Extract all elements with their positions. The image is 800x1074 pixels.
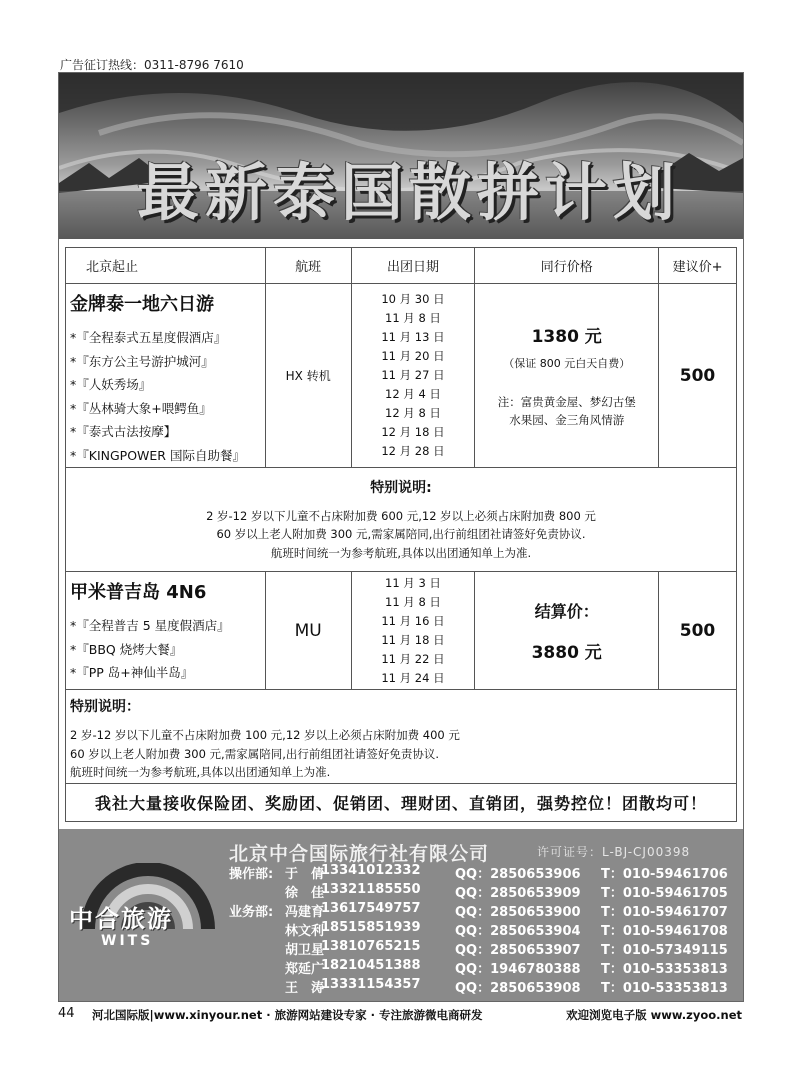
special2-title: 特别说明： <box>70 699 140 715</box>
contact-phone: 18210451388 <box>321 958 421 973</box>
contact-tel: T：010-59461706 <box>601 867 728 882</box>
tour2-info <box>66 572 266 690</box>
tour1-date: 11 月 20 日 <box>381 349 445 363</box>
ad-hotline: 广告征订热线：0311-8796 7610 <box>60 58 244 72</box>
special2-line: 航班时间统一为参考航班,具体以出团通知单上为准. <box>70 765 331 779</box>
contact-name: 徐 佳 <box>285 886 325 901</box>
banner <box>59 73 743 239</box>
special1-cell <box>66 468 737 572</box>
contact-qq: QQ：1946780388 <box>455 962 581 977</box>
contact-qq: QQ：2850653908 <box>455 981 581 996</box>
tour2-date: 11 月 3 日 <box>385 575 441 590</box>
tour2-price-label: 结算价： <box>534 601 599 621</box>
tour1-date: 10 月 30 日 <box>381 292 445 306</box>
contact-phone: 13331154357 <box>321 977 421 992</box>
contact-phone: 13617549757 <box>321 901 421 916</box>
contact-qq: QQ：2850653906 <box>455 867 581 882</box>
tour1-price: 1380 元 <box>531 327 602 347</box>
contact-phone: 13321185550 <box>321 882 421 897</box>
contact-phone: 13341012332 <box>321 863 421 878</box>
page-number: 44 <box>58 1006 75 1021</box>
tour2-date: 11 月 8 日 <box>385 594 441 609</box>
special1-title: 特别说明: <box>370 479 432 496</box>
tour2-price-cell <box>475 572 659 690</box>
tour1-date: 12 月 28 日 <box>381 444 445 458</box>
logo-text: 中合旅游 <box>69 905 173 933</box>
tour2-price: 3880 元 <box>531 642 602 663</box>
tour1-title: 金牌泰一地六日游 <box>70 294 214 315</box>
special1-line: 航班时间统一为参考航班,具体以出团通知单上为准. <box>270 545 532 560</box>
tour1-dates <box>351 284 475 468</box>
tour1-date: 12 月 4 日 <box>385 387 441 401</box>
contact-phone: 13810765215 <box>321 939 421 954</box>
contact-qq: QQ：2850653900 <box>455 905 581 920</box>
ad-frame <box>58 72 744 1002</box>
special2-cell <box>66 690 737 784</box>
tour1-suggest-price: 500 <box>659 284 737 468</box>
tour2-title: 甲米普吉岛 4N6 <box>70 582 207 603</box>
tour1-note-line1: 注：富贵黄金屋、梦幻古堡 <box>497 395 636 409</box>
tour1-date: 11 月 13 日 <box>381 330 445 344</box>
header-suggest: 建议价+ <box>659 248 737 284</box>
tour1-row <box>66 284 737 468</box>
header-price: 同行价格 <box>475 248 659 284</box>
special1-row <box>66 468 737 572</box>
contact-phone: 18515851939 <box>321 920 421 935</box>
footer-left-text: 河北国际版|www.xinyour.net · 旅游网站建设专家 · 专注旅游微电商研发 <box>92 1008 483 1022</box>
banner-title: 最新泰国散拼计划 <box>136 156 681 229</box>
tour2-date: 11 月 22 日 <box>381 651 445 666</box>
logo-english: WITS <box>101 933 154 949</box>
tour1-date: 12 月 8 日 <box>385 406 441 420</box>
special2-row <box>66 690 737 784</box>
contact-name: 王 涛 <box>285 981 325 996</box>
special1-line: 2 岁-12 岁以下儿童不占床附加费 600 元,12 岁以上必须占床附加费 800 元 <box>206 508 596 523</box>
tour2-item: *『PP 岛+神仙半岛』 <box>70 665 194 680</box>
tour1-price-cell <box>475 284 659 468</box>
contact-tel: T：010-59461705 <box>601 886 728 901</box>
tour2-item: *『BBQ 烧烤大餐』 <box>70 641 183 657</box>
contact-name: 于 倩 <box>285 867 325 882</box>
contact-name: 林文利 <box>285 924 325 939</box>
slogan-row <box>66 784 737 822</box>
footer-right-text: 欢迎浏览电子版 www.zyoo.net <box>566 1008 742 1022</box>
header-flight: 航班 <box>265 248 351 284</box>
tour1-price-note: （保证 800 元白天自费） <box>503 357 631 370</box>
tour1-item: *『东方公主号游护城河』 <box>70 353 214 369</box>
tour2-date: 11 月 24 日 <box>381 670 445 685</box>
tour2-flight: MU <box>265 572 351 690</box>
tour2-dates <box>351 572 475 690</box>
contact-qq: QQ：2850653909 <box>455 886 581 901</box>
tour1-item: *『泰式古法按摩】 <box>70 424 177 439</box>
header-dates: 出团日期 <box>351 248 475 284</box>
tour2-date: 11 月 16 日 <box>381 613 445 628</box>
contact-tel: T：010-59461707 <box>601 905 728 920</box>
tour2-row <box>66 572 737 690</box>
contact-qq: QQ：2850653904 <box>455 924 581 939</box>
tour1-note-line2: 水果园、金三角风情游 <box>509 413 625 427</box>
special2-line: 2 岁-12 岁以下儿童不占床附加费 100 元,12 岁以上必须占床附加费 400 元 <box>70 728 460 742</box>
slogan: 我社大量接收保险团、奖励团、促销团、理财团、直销团，强势控位！团散均可！ <box>66 784 737 822</box>
contact-name: 郑延广 <box>285 962 325 977</box>
tour2-suggest-price: 500 <box>659 572 737 690</box>
contact-name: 冯建育 <box>285 905 325 920</box>
tour1-flight: HX 转机 <box>265 284 351 468</box>
tour1-info <box>66 284 266 468</box>
tour2-date: 11 月 18 日 <box>381 632 445 647</box>
contact-dept: 操作部: <box>229 867 274 882</box>
tour1-date: 11 月 27 日 <box>381 368 445 382</box>
contact-dept: 业务部: <box>229 905 274 920</box>
contact-tel: T：010-59461708 <box>601 924 728 939</box>
tour2-item: *『全程普吉 5 星度假酒店』 <box>70 618 230 633</box>
company-box <box>59 829 743 1001</box>
table-header-row <box>66 248 737 284</box>
tour1-item: *『人妖秀场』 <box>70 377 152 392</box>
company-name: 北京中合国际旅行社有限公司 <box>229 843 490 865</box>
contact-qq: QQ：2850653907 <box>455 943 581 958</box>
license-number: 许可证号：L-BJ-CJ00398 <box>537 845 691 859</box>
tour1-item: *『全程泰式五星度假酒店』 <box>70 330 227 345</box>
tour1-item: *『丛林骑大象+喂鳄鱼』 <box>70 400 212 416</box>
contact-tel: T：010-53353813 <box>601 962 728 977</box>
special1-line: 60 岁以上老人附加费 300 元,需家属陪同,出行前组团社请签好免责协议. <box>216 527 586 542</box>
tour1-item: *『KINGPOWER 国际自助餐』 <box>70 447 245 463</box>
tour1-date: 11 月 8 日 <box>385 311 441 325</box>
contact-tel: T：010-53353813 <box>601 981 728 996</box>
tour-table <box>65 247 737 822</box>
contact-tel: T：010-57349115 <box>601 943 728 958</box>
special2-line: 60 岁以上老人附加费 300 元,需家属陪同,出行前组团社请签好免责协议. <box>70 746 440 761</box>
contact-name: 胡卫星 <box>285 943 325 958</box>
header-route: 北京起止 <box>66 248 266 284</box>
tour1-date: 12 月 18 日 <box>381 425 445 439</box>
